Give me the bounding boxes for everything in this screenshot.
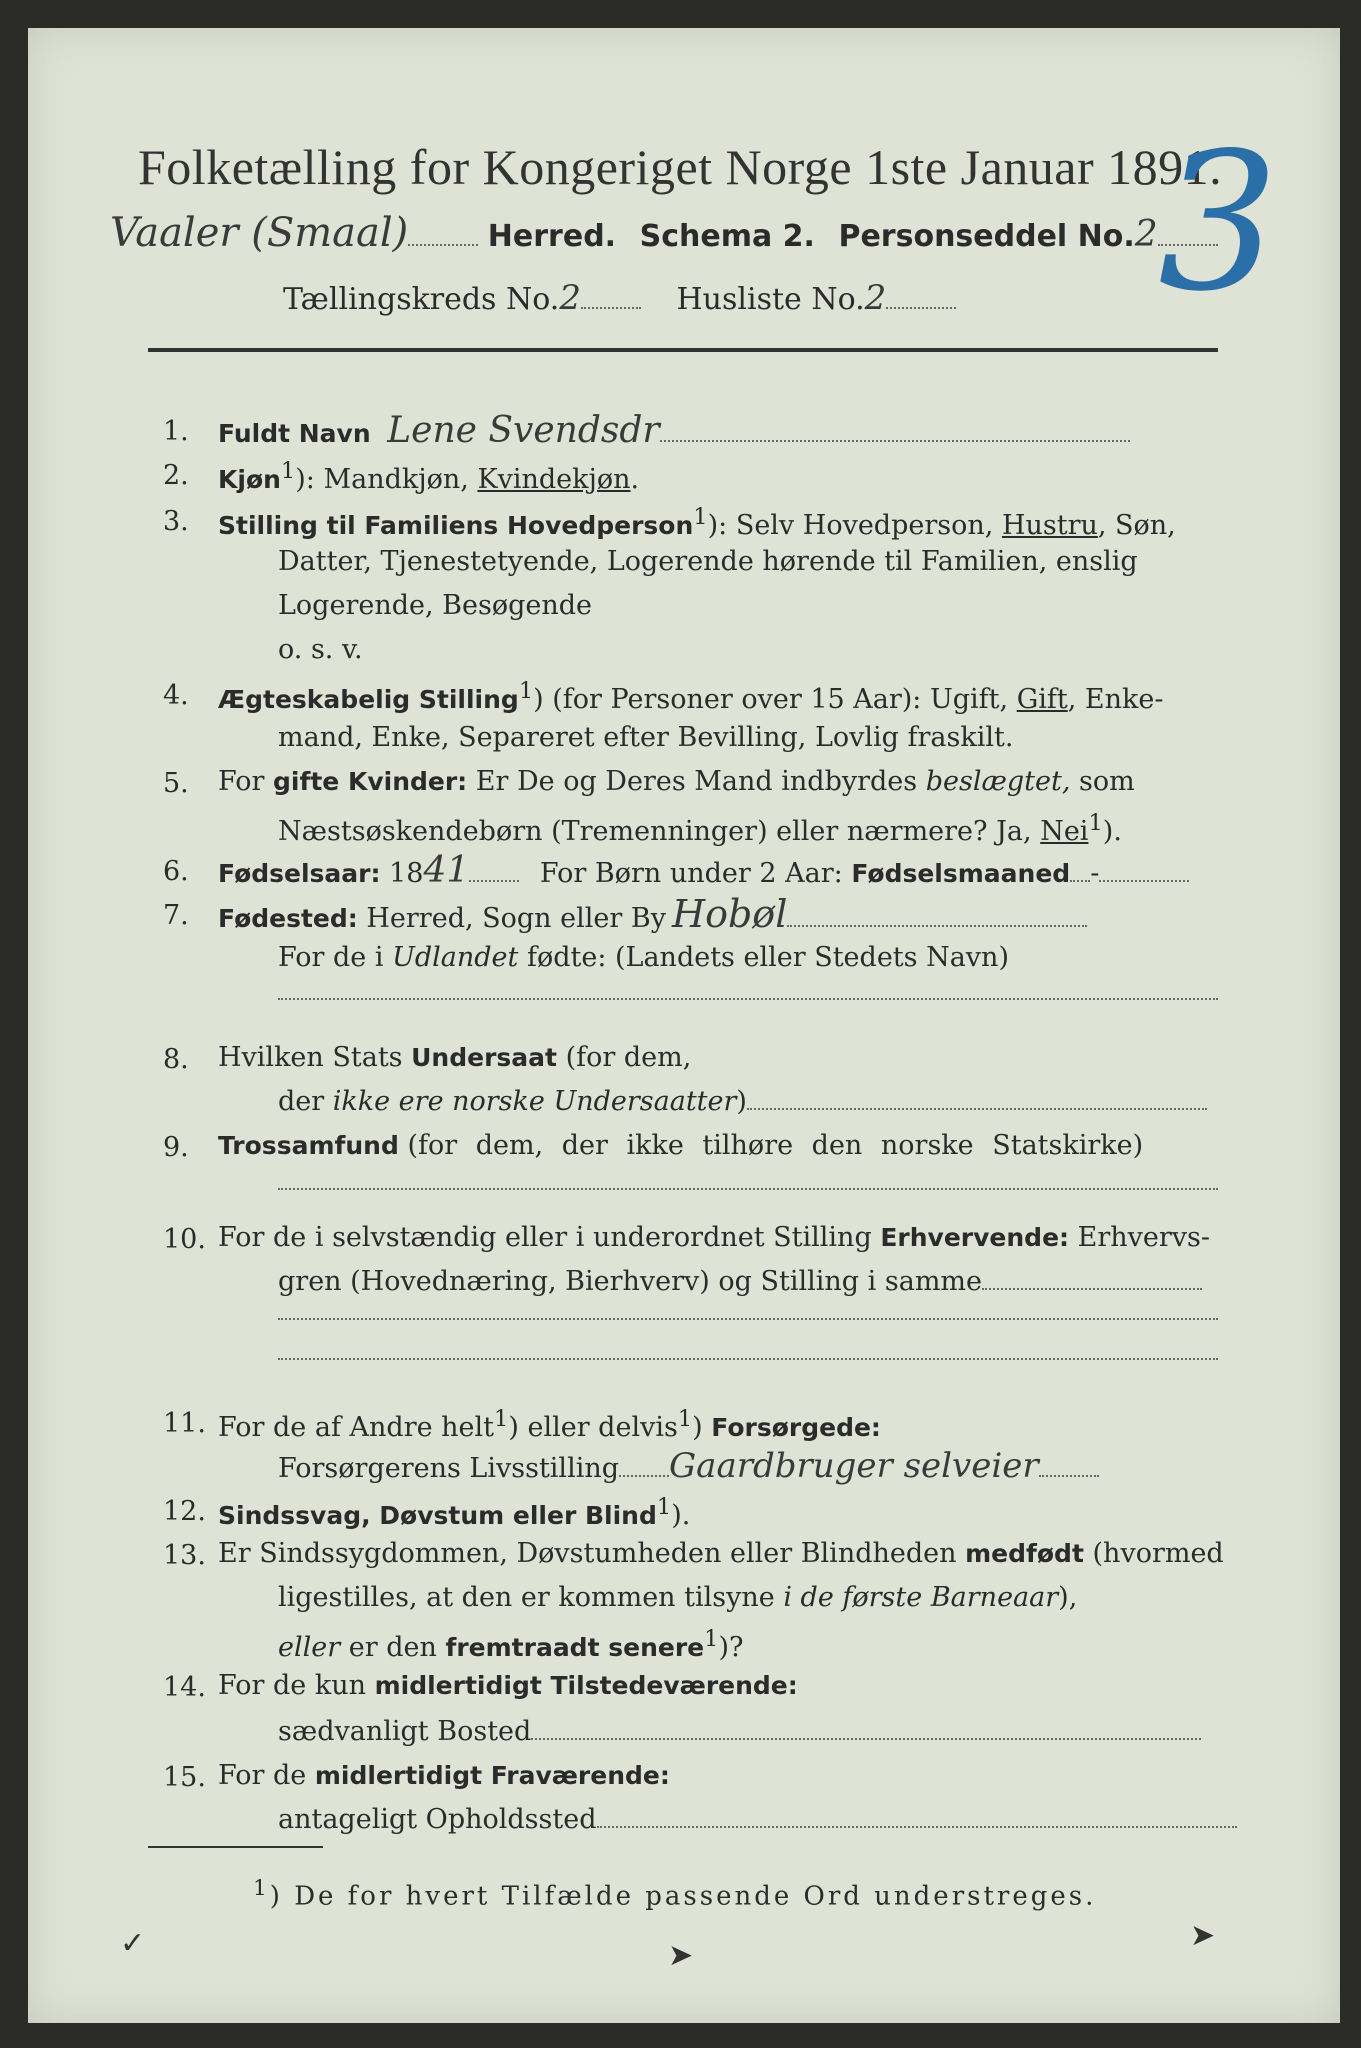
- item-10: [218, 1222, 1210, 1253]
- item-3-line4: o. s. v.: [278, 634, 363, 665]
- herred-label: Herred.: [487, 219, 617, 254]
- punct: ),: [1058, 1582, 1078, 1613]
- opholdssted-label: antageligt Opholdssted: [278, 1804, 597, 1835]
- item-7-text: Herred, Sogn eller By: [366, 903, 666, 934]
- item-7-line2: [278, 942, 1009, 973]
- item-13-line3-italic: eller: [278, 1632, 341, 1663]
- husliste-label: Husliste No.: [676, 282, 865, 317]
- item-4-line2: mand, Enke, Separeret efter Bevilling, Lovlig fraskilt.: [278, 722, 1014, 753]
- item-number: 5.: [163, 768, 189, 799]
- forsorger-value: Gaardbruger selveier: [669, 1446, 1039, 1486]
- husliste-value: 2: [864, 278, 887, 318]
- sindssvag-label: Sindssvag, Døvstum eller Blind: [218, 1501, 657, 1530]
- item-6-mid: For Børn under 2 Aar:: [539, 858, 843, 889]
- kreds-label: Tællingskreds No.: [283, 282, 560, 317]
- item-15-line2: [278, 1804, 1237, 1835]
- punct: ).: [1102, 816, 1122, 847]
- item-3-line3: Logerende, Besøgende: [278, 590, 592, 621]
- item-10-text-b: Erhvervs-: [1077, 1222, 1211, 1253]
- item-10-line2: [278, 1266, 1202, 1297]
- item-14-text: For de kun: [218, 1670, 366, 1701]
- census-form: [28, 28, 1340, 2023]
- item-12: [218, 1494, 690, 1531]
- item-15: [218, 1760, 670, 1791]
- footnote-ref: 1: [518, 678, 534, 704]
- item-5-end: som: [1079, 766, 1135, 797]
- item-number: 7.: [163, 900, 189, 931]
- item-5-italic: beslægtet,: [925, 766, 1071, 797]
- bosted-label: sædvanligt Bosted: [278, 1716, 532, 1747]
- item-number: 1.: [163, 416, 189, 447]
- herred-value: Vaaler (Smaal): [110, 210, 409, 256]
- item-7: [218, 892, 1087, 936]
- item-5-selected: Nei: [1040, 816, 1089, 847]
- blank-line: [278, 1358, 1218, 1360]
- footnote: [253, 1876, 1096, 1912]
- personseddel-value: 2: [1134, 214, 1158, 255]
- item-11: For de af Andre helt$^1$) eller delvis$^1$) Forsørgede:: [218, 1406, 881, 1443]
- kjon-label: Kjøn: [218, 465, 281, 494]
- item-5-lead: For: [218, 766, 265, 797]
- item-8-line2-a: der: [278, 1086, 325, 1117]
- bottom-left-mark: ✓: [120, 1926, 146, 1961]
- item-4: [218, 678, 1163, 715]
- fodselsmaaned-label: Fødselsmaaned: [851, 859, 1071, 888]
- fuldt-navn-label: Fuldt Navn: [218, 419, 371, 448]
- aegteskab-label: Ægteskabelig Stilling: [218, 685, 519, 714]
- punct: .: [630, 464, 640, 495]
- item-5-question: Er De og Deres Mand indbyrdes: [475, 766, 918, 797]
- personseddel-label: Personseddel No.: [838, 219, 1135, 254]
- stilling-options: ): Selv Hovedperson,: [707, 510, 994, 541]
- item-13-line2-italic: i de første Barneaar: [783, 1582, 1059, 1613]
- fodselsmaaned-value: -: [1090, 858, 1100, 889]
- footnote-ref: 1: [693, 504, 708, 530]
- item-8-text: Hvilken Stats: [218, 1042, 403, 1073]
- item-1: [218, 410, 1130, 451]
- item-number: 13.: [163, 1540, 206, 1571]
- blank-line: [278, 1318, 1218, 1320]
- footnote-ref: 1: [704, 1626, 719, 1652]
- medfodt-label: medfødt: [965, 1539, 1084, 1568]
- item-number: 14.: [163, 1672, 206, 1703]
- item-3-line2: Datter, Tjenestetyende, Logerende hørende til Familien, enslig: [278, 546, 1138, 577]
- herred-line: [110, 210, 1218, 256]
- aegteskab-options-end: , Enke-: [1067, 684, 1164, 715]
- item-2: [218, 458, 639, 495]
- gifte-kvinder-label: gifte Kvinder:: [273, 767, 468, 796]
- item-13: [218, 1538, 1224, 1569]
- undersaat-label: Undersaat: [411, 1043, 557, 1072]
- kreds-line: [283, 278, 956, 318]
- item-number: 12.: [163, 1496, 206, 1527]
- item-15-text: For de: [218, 1760, 307, 1791]
- fodested-label: Fødested:: [218, 904, 358, 933]
- item-number: 8.: [163, 1044, 189, 1075]
- item-8-text-b: (for dem,: [565, 1042, 692, 1073]
- item-number: 6.: [163, 856, 189, 887]
- erhvervende-label: Erhvervende:: [880, 1223, 1070, 1252]
- trossamfund-label: Trossamfund: [218, 1131, 399, 1160]
- item-number: 4.: [163, 680, 189, 711]
- item-13-text-b: (hvormed: [1092, 1538, 1224, 1569]
- bottom-center-mark: ➤: [668, 1938, 694, 1973]
- item-number: 9.: [163, 1132, 189, 1163]
- item-5: [218, 766, 1135, 797]
- item-10-line2-text: gren (Hovednæring, Bierhverv) og Stilling i samme: [278, 1266, 983, 1297]
- item-6: [218, 850, 1189, 891]
- item-13-line2-a: ligestilles, at den er kommen tilsyne: [278, 1582, 775, 1613]
- bottom-right-mark: ➤: [1190, 1918, 1216, 1953]
- item-13-line2: [278, 1582, 1077, 1613]
- item-8-line2: [278, 1086, 1207, 1117]
- item-5-line2-text: Næstsøskendebørn (Tremenninger) eller nærmere? Ja,: [278, 816, 1032, 847]
- item-7-line2-a: For de i: [278, 942, 384, 973]
- footnote-text: ) De for hvert Tilfælde passende Ord understreges.: [269, 1881, 1097, 1912]
- fremtraadt-label: fremtraadt senere: [445, 1633, 705, 1662]
- schema-label: Schema 2.: [639, 219, 815, 254]
- item-13-text: Er Sindssygdommen, Døvstumheden eller Blindheden: [218, 1538, 957, 1569]
- stilling-selected: Hustru: [1001, 510, 1098, 541]
- fodested-value: Hobøl: [671, 892, 788, 936]
- punct: ).: [671, 1500, 691, 1531]
- stilling-label: Stilling til Familiens Hovedperson: [218, 511, 694, 540]
- item-11-line2: [278, 1446, 1099, 1486]
- form-title: Folketælling for Kongeriget Norge 1ste Januar 1891.: [138, 139, 1223, 195]
- item-number: 2.: [163, 460, 189, 491]
- item-13-line3: [278, 1626, 743, 1663]
- item-9-text: (for dem, der ikke tilhøre den norske Statskirke): [407, 1130, 1144, 1161]
- fodselsaar-label: Fødselsaar:: [218, 859, 381, 888]
- kjon-options: ): Mandkjøn,: [295, 464, 469, 495]
- forsorgede-label: Forsørgede:: [711, 1413, 881, 1442]
- item-3: [218, 504, 1176, 541]
- item-8: [218, 1042, 691, 1073]
- footnote-ref: 1: [677, 1406, 693, 1432]
- blank-line: [278, 1188, 1218, 1190]
- punct: )?: [718, 1632, 744, 1663]
- tilstedevaerende-label: midlertidigt Tilstedeværende:: [374, 1671, 798, 1700]
- item-number: 3.: [163, 506, 189, 537]
- fuldt-navn-value: Lene Svendsdr: [387, 410, 660, 451]
- footnote-rule: [148, 1846, 323, 1848]
- item-7-line2-italic: Udlandet: [392, 942, 519, 973]
- item-number: 11.: [163, 1408, 206, 1439]
- aegteskab-selected: Gift: [1016, 684, 1068, 715]
- fravaerende-label: midlertidigt Fraværende:: [314, 1761, 670, 1790]
- blank-line: [278, 998, 1218, 1000]
- item-number: 10.: [163, 1224, 206, 1255]
- footnote-sup: 1: [253, 1876, 270, 1901]
- forsorger-label: Forsørgerens Livsstilling: [278, 1453, 620, 1484]
- corner-number: 3: [1158, 112, 1279, 333]
- footnote-ref: 1: [656, 1494, 672, 1520]
- item-11-text-a: For de af Andre helt: [218, 1412, 495, 1443]
- item-number: 15.: [163, 1762, 206, 1793]
- fodselsaar-value: 41: [423, 850, 470, 891]
- punct: ): [736, 1086, 747, 1117]
- item-7-line2-b: fødte: (Landets eller Stedets Navn): [526, 942, 1009, 973]
- item-9: [218, 1130, 1143, 1161]
- item-14-line2: [278, 1716, 1201, 1747]
- item-8-line2-italic: ikke ere norske Undersaatter: [332, 1086, 737, 1117]
- kjon-selected: Kvindekjøn: [477, 464, 631, 495]
- header-rule: [148, 348, 1218, 352]
- fodselsaar-prefix: 18: [389, 858, 424, 889]
- item-13-line3-a: er den: [348, 1632, 437, 1663]
- item-11-text-b: ) eller delvis: [508, 1412, 678, 1443]
- item-10-text: For de i selvstændig eller i underordnet Stilling: [218, 1222, 872, 1253]
- item-5-line2: Næstsøskendebørn (Tremenninger) eller nærmere? Ja, Nei$^1$).: [278, 810, 1122, 847]
- footnote-ref: 1: [280, 458, 296, 484]
- item-14: [218, 1670, 798, 1701]
- stilling-options-end: , Søn,: [1097, 510, 1176, 541]
- aegteskab-options: ) (for Personer over 15 Aar): Ugift,: [533, 684, 1009, 715]
- kreds-value: 2: [559, 278, 581, 318]
